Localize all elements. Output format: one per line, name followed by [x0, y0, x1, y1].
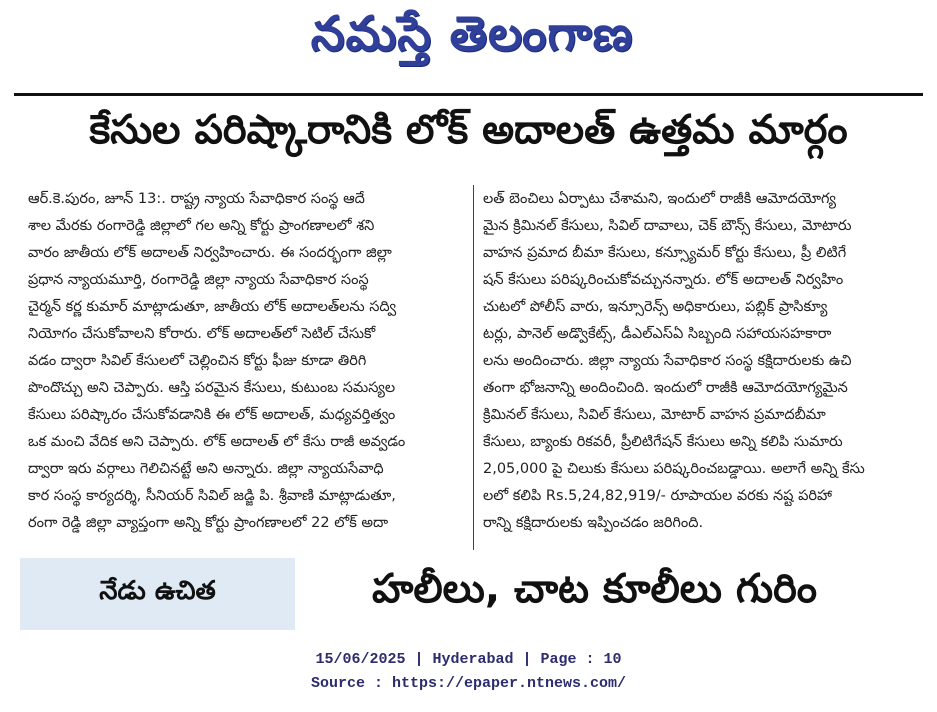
article-text-line: లను అందించారు. జిల్లా న్యాయ సేవాధికార సంస్థ కక్షిదారులకు ఉచి: [483, 353, 852, 369]
article-text-line: నియోగం చేసుకోవాలని కోరారు. లోక్ అదాలత్‌లో సెటిల్ చేసుకో: [28, 326, 376, 342]
article-text-line: కార సంస్థ కార్యదర్శి, సీనియర్ సివిల్ జడ్జి పి. శ్రీవాణి మాట్లాడుతూ,: [28, 488, 396, 504]
article-text-line: ద్వారా ఇరు వర్గాలు గెలిచినట్టే అని అన్నారు. జిల్లా న్యాయసేవాధి: [28, 461, 384, 477]
article-text-line: వడం ద్వారా సివిల్ కేసులలో చెల్లించిన కోర్టు ఫీజు కూడా తిరిగి: [28, 353, 367, 369]
headline-rule: [14, 93, 923, 96]
article-headline: కేసుల పరిష్కారానికి లోక్ అదాలత్ ఉత్తమ మార్గం: [89, 107, 848, 153]
next-article-headline: హలీలు, చాట కూలీలు గురిం: [372, 566, 818, 612]
article-text-line: చైర్మన్ కర్ణ కుమార్ మాట్లాడుతూ, జాతీయ లోక్ అదాలత్‌లను సద్వి: [28, 299, 397, 315]
article-text-line: లలో కలిపి Rs.5,24,82,919/- రూపాయల వరకు నష్ట పరిహా: [483, 488, 832, 504]
article-text-line: రంగా రెడ్డి జిల్లా వ్యాప్తంగా అన్ని కోర్టు ప్రాంగణాలలో 22 లోక్ అదా: [28, 515, 389, 531]
article-text-line: రాన్ని కక్షిదారులకు ఇప్పించడం జరిగింది.: [483, 515, 704, 531]
article-text-line: ప్రధాన న్యాయమూర్తి, రంగారెడ్డి జిల్లా న్యాయ సేవాధికార సంస్థ: [28, 272, 369, 288]
article-text-line: లత్ బెంచిలు ఏర్పాటు చేశామని, ఇందులో రాజీకి ఆమోదయోగ్య: [483, 191, 837, 207]
article-column-right: [483, 186, 928, 537]
article-text-line: క్రిమినల్ కేసులు, సివిల్ కేసులు, మోటార్ వాహన ప్రమాదబీమా: [483, 407, 826, 423]
masthead: [0, 0, 937, 95]
article-text-line: 2,05,000 పై చిలుకు కేసులు పరిష్కరించబడ్డాయి. అలాగే అన్ని కేసు: [483, 461, 865, 477]
article-text-line: కేసులు పరిష్కారం చేసుకోవడానికి ఈ లోక్ అదాలత్, మధ్యవర్తిత్వం: [28, 407, 396, 423]
article-text-line: చుటలో పోలీస్ వారు, ఇన్సూరెన్స్ అధికారులు, పబ్లిక్ ప్రాసిక్యూ: [483, 299, 828, 315]
article-text-line: ఆర్.కె.పురం, జూన్ 13:. రాష్ట్ర న్యాయ సేవాధికార సంస్థ ఆదే: [28, 191, 365, 207]
article-text-line: టర్లు, పానెల్ అడ్వొకేట్స్, డీఎల్ఎస్ఏ సిబ్బంది సహాయసహకారా: [483, 326, 832, 342]
article-text-line: ఒక మంచి వేదిక అని చెప్పారు. లోక్ అదాలత్ లో కేసు రాజీ అవ్వడం: [28, 434, 406, 450]
article-text-line: షన్ కేసులు పరిష్కరించుకోవచ్చునన్నారు. లోక్ అదాలత్ నిర్వహిం: [483, 272, 844, 288]
column-divider: [473, 185, 474, 550]
article-text-line: వారం జాతీయ లోక్ అదాలత్ నిర్వహించారు. ఈ సందర్భంగా జిల్లా: [28, 245, 392, 261]
article-text-line: వాహన ప్రమాద బీమా కేసులు, కన్స్యూమర్ కోర్టు కేసులు, ప్రీ లిటిగే: [483, 245, 847, 261]
article-text-line: పొందొచ్చు అని చెప్పారు. ఆస్తి పరమైన కేసులు, కుటుంబ సమస్యల: [28, 380, 396, 396]
newspaper-logo: నమస్తే తెలంగాణ: [310, 6, 634, 62]
article-text-line: కేసులు, బ్యాంకు రికవరీ, ప్రీలిటిగేషన్ కేసులు అన్ని కలిపి సుమారు: [483, 434, 843, 450]
teaser-label: నేడు ఉచిత: [99, 576, 216, 606]
article-text-line: శాల మేరకు రంగారెడ్డి జిల్లాలో గల అన్ని కోర్టు ప్రాంగణాలలో శని: [28, 218, 375, 234]
footer-source-line: Source : https://epaper.ntnews.com/: [310, 675, 627, 692]
article-text-line: తంగా భోజనాన్ని అందించింది. ఇందులో రాజీకి ఆమోదయోగ్యమైన: [483, 380, 848, 396]
footer: [0, 648, 937, 696]
footer-date-line: 15/06/2025 | Hyderabad | Page : 10: [315, 651, 622, 668]
article-text-line: మైన క్రిమినల్ కేసులు, సివిల్ దావాలు, చెక్ బౌన్స్ కేసులు, మోటారు: [483, 218, 852, 234]
article-column-left: [28, 186, 468, 537]
